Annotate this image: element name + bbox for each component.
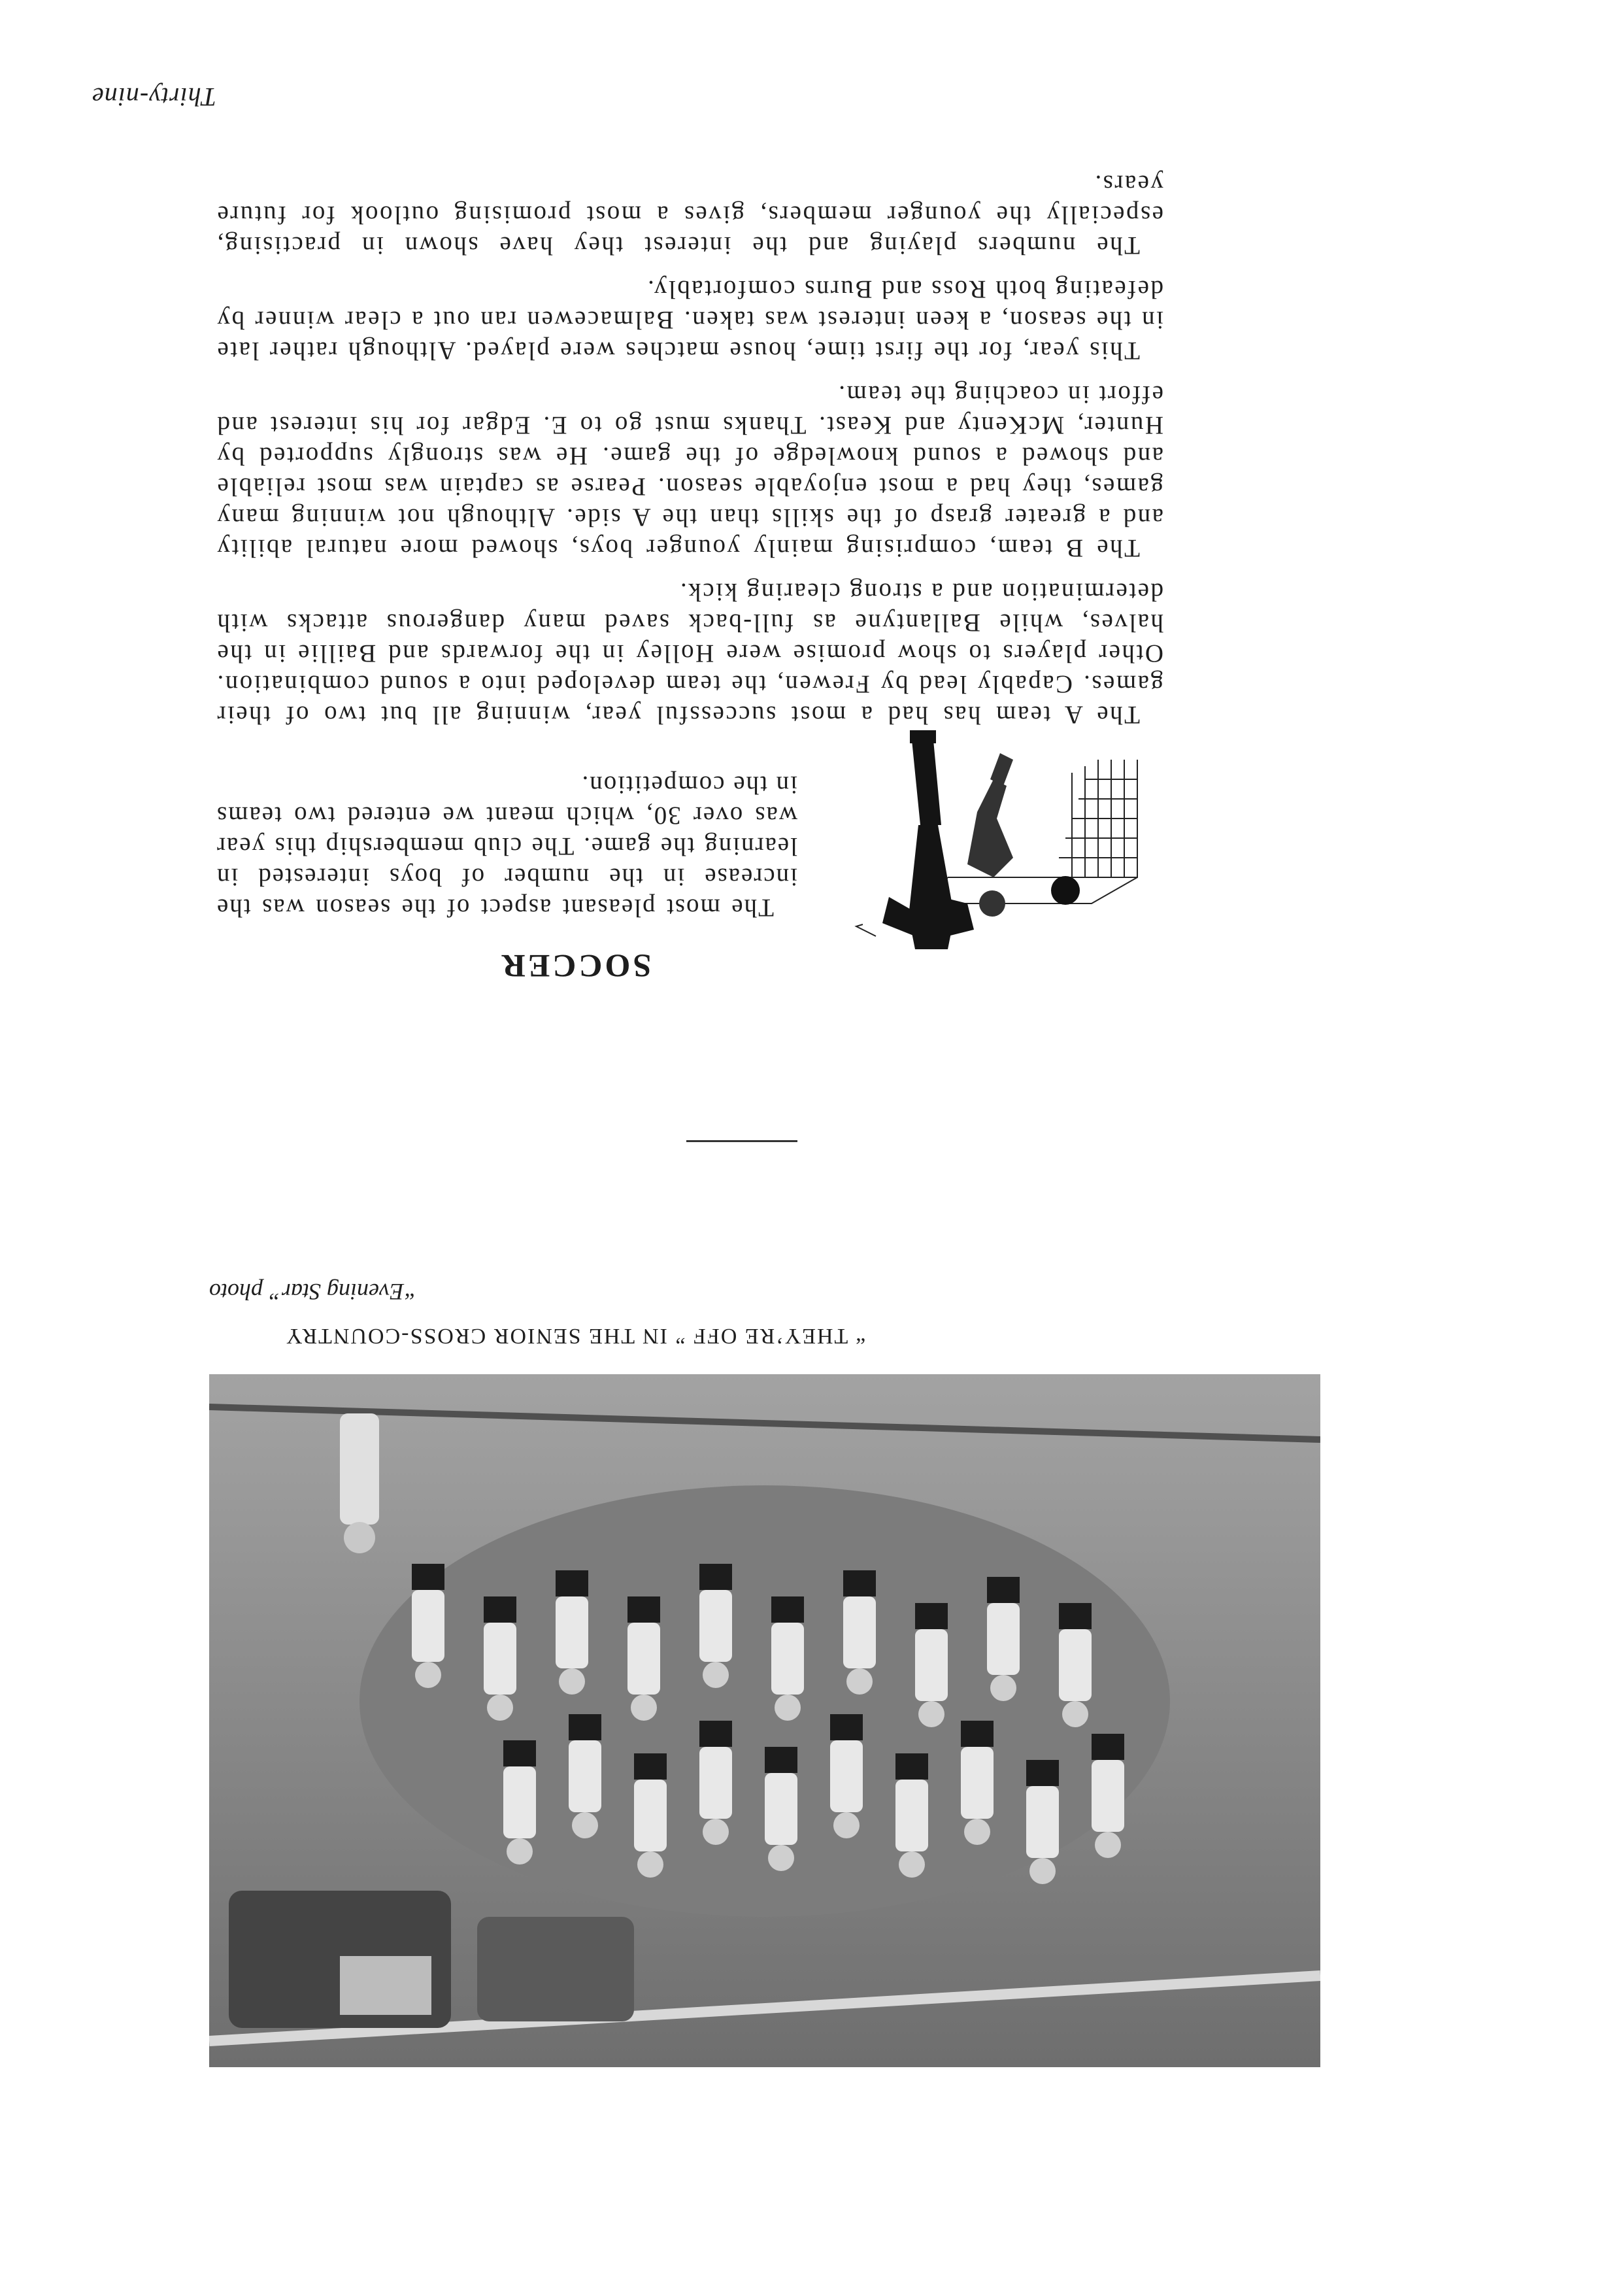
soccer-b-team-paragraph: The B team, comprising mainly younger boys, showed more natural ability and a greater grasp of the skills than the A side. Although not winning many games, they had a most enjoyable season. Pearse as captain was most reliable and showed a sound knowledge of the game. He was strongly supported by Hunter, McKenty and Keast. Thanks must go to E. Edgar for his interest and effort in coaching the team. xyxy=(216,380,1163,562)
page-number: Thirty-nine xyxy=(92,82,216,112)
section-divider xyxy=(686,1140,797,1142)
runners-photograph xyxy=(209,1374,1320,2067)
cross-country-photo xyxy=(209,1374,1320,2067)
photo-credit: “Evening Star” photo xyxy=(209,1279,418,1305)
soccer-player-goal-drawing xyxy=(824,720,1163,975)
soccer-sketch-illustration xyxy=(824,720,1163,975)
soccer-outlook-paragraph: The numbers playing and the interest they have shown in practising, especially the younger members, gives a most promising outlook for future years. xyxy=(216,170,1163,260)
photo-caption: “ THEY’RE OFF ” IN THE SENIOR CROSS-COUNTRY xyxy=(284,1324,866,1348)
soccer-article-body xyxy=(216,156,1163,730)
soccer-a-team-paragraph: The A team has had a most successful year, winning all but two of their games. Capably lead by Frewen, the team developed into a sound combination. Other players to show promise were Holley in the forwards and Baillie in the halves, while Ballantyne as full-back saved many dangerous attacks with determination and a strong clearing kick. xyxy=(216,578,1163,729)
soccer-heading: SOCCER xyxy=(499,948,652,985)
soccer-intro-paragraph: The most pleasant aspect of the season was the increase in the number of boys interested in learning the game. The club membership this year was over 30, which meant we entered two teams in the competition. xyxy=(216,771,797,922)
soccer-house-matches-paragraph: This year, for the first time, house matches were played. Although rather late in the season, a keen interest was taken. Balmacewen ran out a clear winner by defeating both Ross and Burns comfortably. xyxy=(216,275,1163,365)
